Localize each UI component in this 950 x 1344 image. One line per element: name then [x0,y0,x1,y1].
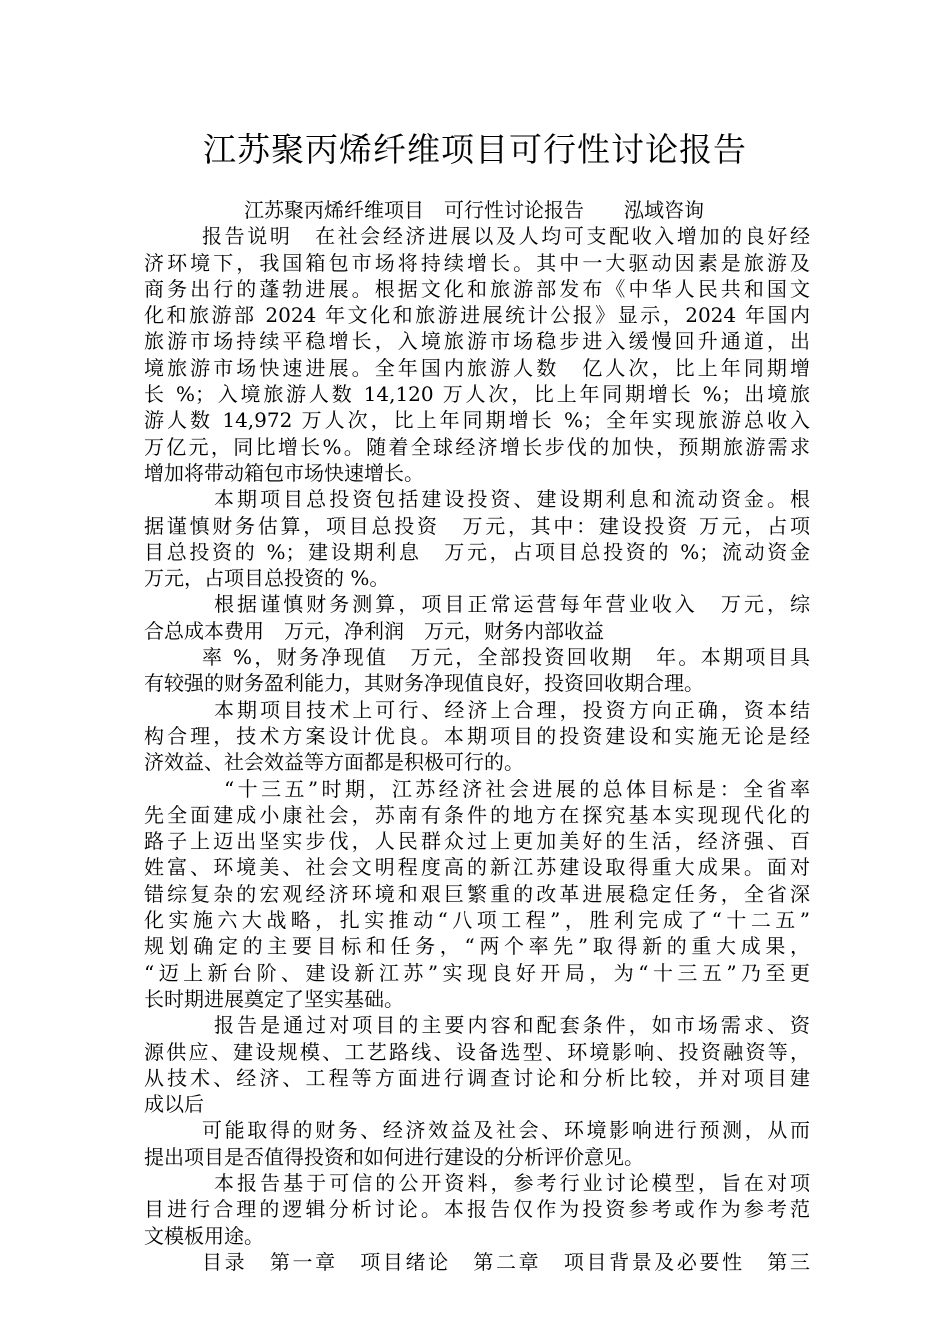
text-line: 源供应、建设规模、工艺路线、设备选型、环境影响、投资融资等， [144,1039,810,1064]
text-line: 从技术、经济、工程等方面进行调查讨论和分析比较，并对项目建 [144,1065,810,1090]
text-line: 济效益、社会效益等方面都是积极可行的。 [144,750,524,775]
text-line: 目总投资的 %；建设期利息 万元，占项目总投资的 %；流动资金 [144,539,810,564]
text-line: 错综复杂的宏观经济环境和艰巨繁重的改革进展稳定任务，全省深 [144,881,810,906]
text-line: 江苏聚丙烯纤维项目 可行性讨论报告 泓域咨询 [244,198,704,222]
text-line: 姓富、环境美、社会文明程度高的新江苏建设取得重大成果。面对 [144,855,810,880]
text-line: 构合理，技术方案设计优良。本期项目的投资建设和实施无论是经 [144,723,810,748]
text-line: 据谨慎财务估算，项目总投资 万元，其中：建设投资 万元，占项 [144,513,810,538]
text-line: “十三五”时期，江苏经济社会进展的总体目标是：全省率 [224,776,810,801]
text-line: 长时期进展奠定了坚实基础。 [144,986,404,1011]
text-line: 规划确定的主要目标和任务，“两个率先”取得新的重大成果， [144,934,810,959]
text-line: 合总成本费用 万元，净利润 万元，财务内部收益 [144,618,604,643]
text-line: 目录 第一章 项目绪论 第二章 项目背景及必要性 第三 [202,1249,810,1274]
text-line: 报告说明 在社会经济进展以及人均可支配收入增加的良好经 [202,224,810,249]
text-line: 提出项目是否值得投资和如何进行建设的分析评价意见。 [144,1144,644,1169]
text-line: “迈上新台阶、建设新江苏”实现良好开局，为“十三五”乃至更 [144,960,810,985]
text-line: 济环境下，我国箱包市场将持续增长。其中一大驱动因素是旅游及 [144,250,810,275]
text-line: 路子上迈出坚实步伐，人民群众过上更加美好的生活，经济强、百 [144,829,810,854]
text-line: 文模板用途。 [144,1223,264,1248]
text-line: 先全面建成小康社会，苏南有条件的地方在探究基本实现现代化的 [144,802,810,827]
text-line: 化和旅游部 2024 年文化和旅游进展统计公报》显示，2024 年国内 [144,303,810,328]
document-title: 江苏聚丙烯纤维项目可行性讨论报告 [203,130,747,169]
text-line: 万元，占项目总投资的 %。 [144,566,390,591]
document-body [144,197,810,1275]
text-line: 增加将带动箱包市场快速增长。 [144,460,424,485]
text-line: 报告是通过对项目的主要内容和配套条件，如市场需求、资 [214,1013,810,1038]
text-line: 有较强的财务盈利能力，其财务净现值良好，投资回收期合理。 [144,671,704,696]
text-line: 成以后 [144,1092,204,1117]
text-line: 目进行合理的逻辑分析讨论。本报告仅作为投资参考或作为参考范 [144,1197,810,1222]
text-line: 旅游市场持续平稳增长，入境旅游市场稳步进入缓慢回升通道，出 [144,329,810,354]
text-line: 长 %；入境旅游人数 14,120 万人次，比上年同期增长 %；出境旅 [144,382,810,407]
text-line: 本期项目总投资包括建设投资、建设期利息和流动资金。根 [214,487,810,512]
text-line: 率 %，财务净现值 万元，全部投资回收期 年。本期项目具 [202,645,810,670]
text-line: 本报告基于可信的公开资料，参考行业讨论模型，旨在对项 [214,1170,810,1195]
text-line: 境旅游市场快速进展。全年国内旅游人数 亿人次，比上年同期增 [144,355,810,380]
text-line: 万亿元，同比增长%。随着全球经济增长步伐的加快，预期旅游需求 [144,434,810,459]
text-line: 本期项目技术上可行、经济上合理，投资方向正确，资本结 [214,697,810,722]
text-line: 化实施六大战略，扎实推动“八项工程”，胜利完成了“十二五” [144,908,810,933]
text-line: 可能取得的财务、经济效益及社会、环境影响进行预测，从而 [202,1118,810,1143]
text-line: 游人数 14,972 万人次，比上年同期增长 %；全年实现旅游总收入 [144,408,810,433]
text-line: 根据谨慎财务测算，项目正常运营每年营业收入 万元，综 [214,592,810,617]
text-line: 商务出行的蓬勃进展。根据文化和旅游部发布《中华人民共和国文 [144,276,810,301]
